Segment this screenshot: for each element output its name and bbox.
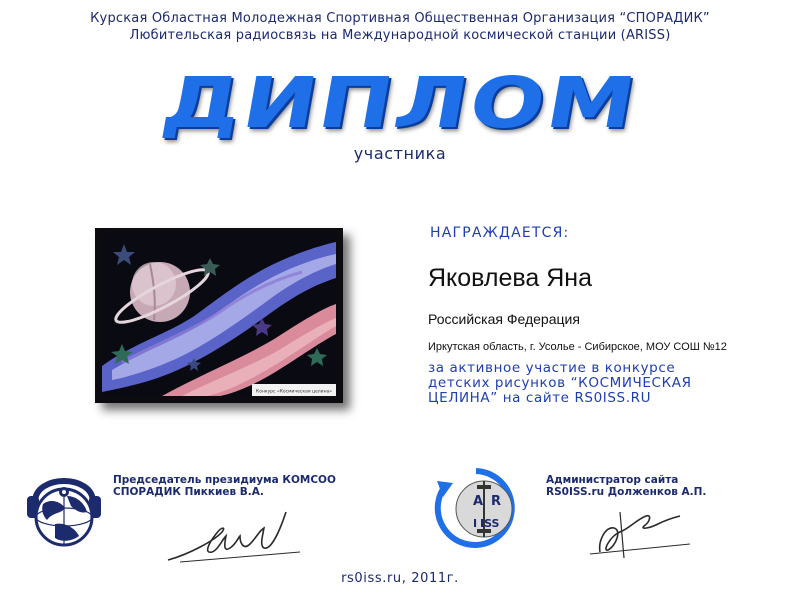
header-organization: Курская Областная Молодежная Спортивная Общественная Организация “СПОРАДИК” [90, 11, 710, 26]
header-program: Любительская радиосвязь на Международной космической станции (ARISS) [129, 28, 671, 43]
diploma-title: ДИПЛОМ [156, 62, 644, 144]
footer-site-year: rs0iss.ru, 2011г. [341, 571, 459, 586]
signatory-left-name: СПОРАДИК Пиккиев В.А. [113, 486, 264, 498]
signature-left [160, 492, 310, 567]
signatory-right-title: Администратор сайта [546, 474, 679, 486]
ariss-letter-r: R [491, 494, 502, 509]
signatory-left-title: Председатель президиума КОМСОО [113, 474, 336, 486]
recipient-location: Иркутская область, г. Усолье - Сибирское, МОУ СОШ №12 [428, 341, 727, 353]
recipient-country: Российская Федерация [428, 311, 580, 327]
recipient-name: Яковлева Яна [428, 264, 592, 292]
ariss-logo [433, 465, 519, 551]
sporadic-logo [25, 462, 103, 554]
award-reason-line: за активное участие в конкурсе [428, 360, 676, 376]
diploma-subtitle: участника [353, 144, 447, 163]
artwork-frame [95, 228, 343, 403]
ariss-letter-i: I [473, 517, 478, 530]
signatory-right-site: RS0ISS.ru [546, 486, 605, 498]
signature-right [580, 492, 700, 562]
signatory-right-name: Долженков А.П. [604, 486, 707, 498]
ariss-letter-a: A [473, 494, 484, 509]
award-reason-line: детских рисунков “КОСМИЧЕСКАЯ [428, 375, 692, 391]
ariss-letters-iss: ISS [480, 517, 500, 530]
space-drawing-image [102, 234, 336, 396]
artwork-caption: Конкурс «Космическая целина» [255, 389, 333, 395]
award-reason-line: ЦЕЛИНА” на сайте RS0ISS.RU [428, 390, 652, 406]
award-reason [428, 361, 788, 406]
awarded-label: НАГРАЖДАЕТСЯ: [430, 225, 570, 241]
